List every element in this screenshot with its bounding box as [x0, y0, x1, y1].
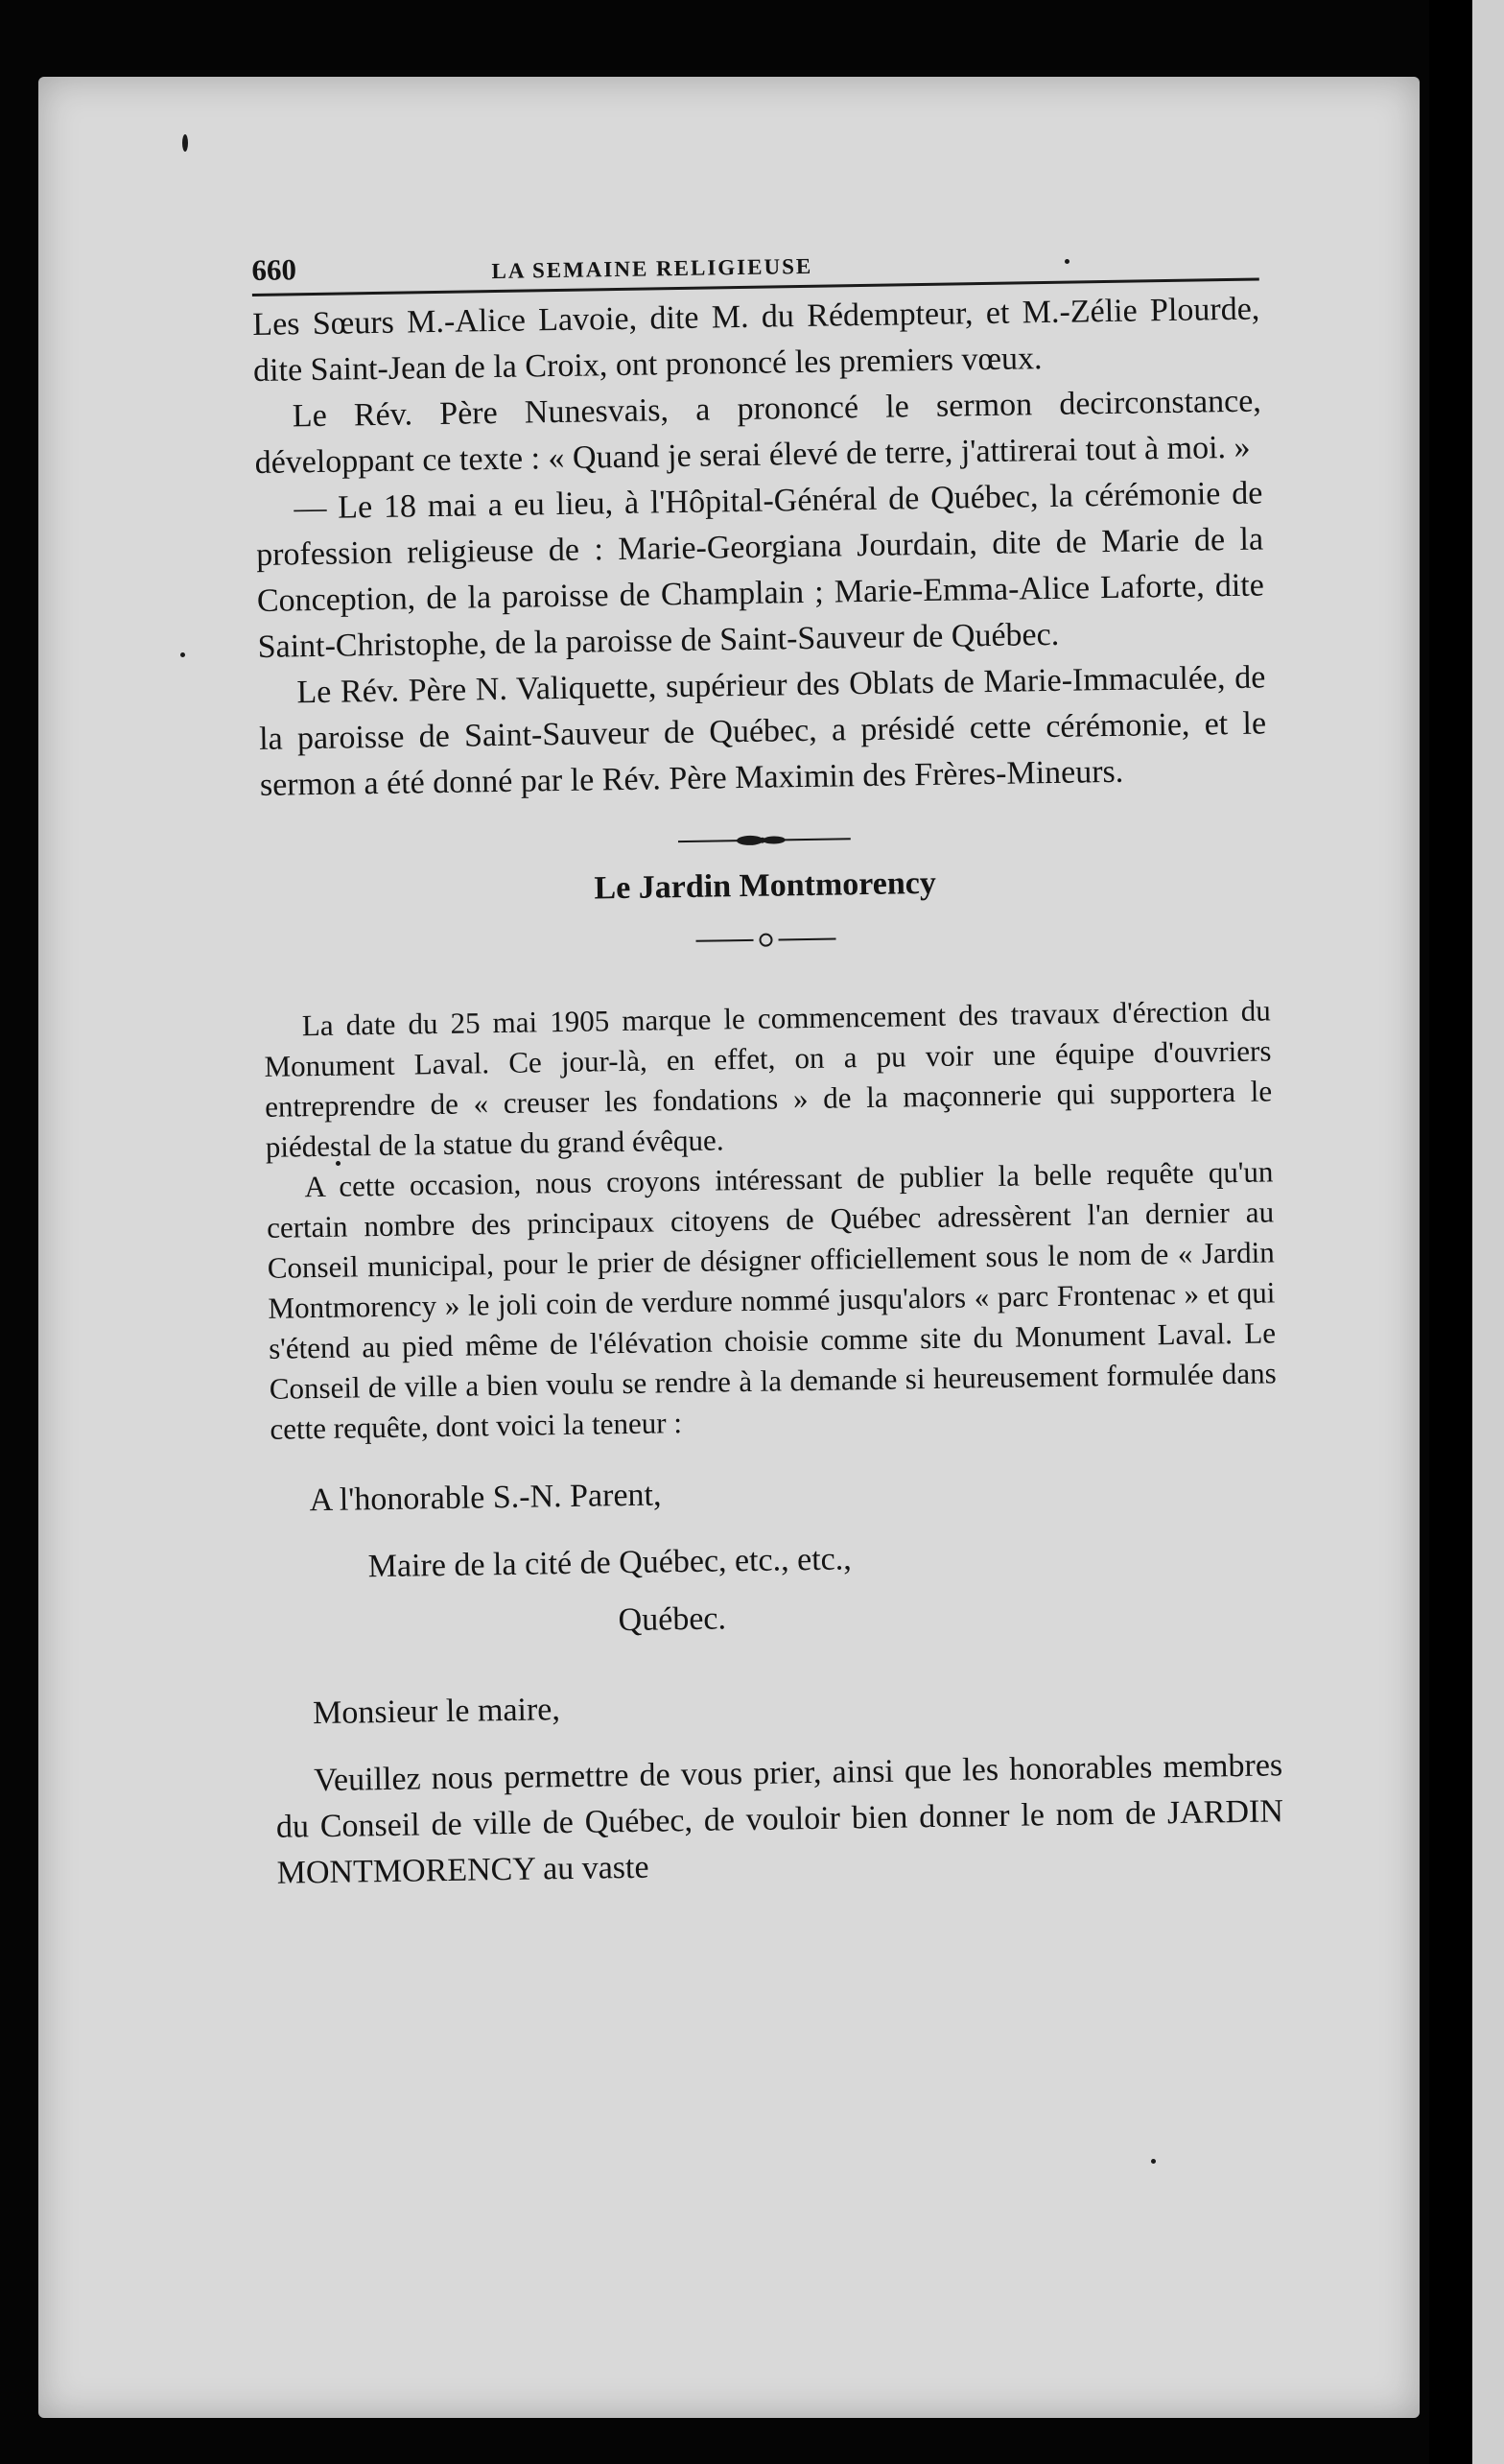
- page-number: 660: [251, 252, 297, 287]
- film-edge-dark: [1429, 0, 1472, 2464]
- paragraph: — Le 18 mai a eu lieu, à l'Hôpital-Général de Québec, la cérémonie de profession religieuse de : Marie-Georgiana Jourdain, dite de Marie de la Conception, de la paroisse de Champlain ; Marie-Emma-Alice Laforte, dite Saint-Christophe, de la paroisse de Saint-Sauveur de Québec.: [255, 475, 1265, 665]
- letter-address-line: Québec.: [618, 1600, 727, 1639]
- scan-artifact: [180, 652, 185, 657]
- paragraph: Le Rév. Père N. Valiquette, supérieur des Oblats de Marie-Immaculée, de la paroisse de Saint-Sauveur de Québec, a présidé cette cérémonie, et le sermon a été donné par le Rév. Père Maximin des Frères-Mineurs.: [258, 659, 1267, 803]
- letter-body: Veuillez nous permettre de vous prier, ainsi que les honorables membres du Conseil de ville de Québec, de vouloir bien donner le nom de JARDIN MONTMORENCY au vaste: [275, 1747, 1284, 1891]
- page-content: [251, 225, 1284, 1897]
- divider-line: [696, 939, 754, 942]
- paragraph: La date du 25 mai 1905 marque le commencement des travaux d'érection du Monument Laval. Ce jour-là, en effet, on a pu voir une équipe d'ouvriers entreprendre de « creuser les fondations » de la maçonnerie qui supportera le piédestal de la statue du grand évêque.: [264, 993, 1273, 1164]
- divider-circle-icon: [759, 934, 772, 947]
- paragraph: A cette occasion, nous croyons intéressant de publier la belle requête qu'un certain nombre des principaux citoyens de Québec adressèrent l'an dernier au Conseil municipal, pour le prier de désigner officiellement sous le nom de « Jardin Montmorency » le joli coin de verdure nommé jusqu'alors « parc Frontenac » et qui s'étend au pied même de l'élévation choisie comme site du Monument Laval. Le Conseil de ville a bien voulu se rendre à la demande si heureusement formulée dans cette requête, dont voici la teneur :: [266, 1154, 1277, 1446]
- ornament-divider: [678, 832, 851, 848]
- section-title: Le Jardin Montmorency: [594, 865, 937, 907]
- paragraph: Les Sœurs M.-Alice Lavoie, dite M. du Rédempteur, et M.-Zélie Plourde, dite Saint-Jean de la Croix, ont prononcé les premiers vœux.: [252, 291, 1260, 389]
- paragraph: Le Rév. Père Nunesvais, a prononcé le sermon decirconstance, développant ce texte : « Quand je serai élevé de terre, j'attirerai tout à moi. »: [254, 383, 1262, 481]
- scan-artifact: [1151, 2159, 1156, 2164]
- adjacent-page-edge: [1472, 0, 1504, 2464]
- small-divider: [689, 932, 842, 948]
- scan-artifact: [182, 134, 188, 152]
- ornament-icon: [678, 832, 851, 848]
- letter-address-line: A l'honorable S.-N. Parent,: [309, 1477, 662, 1519]
- journal-title: LA SEMAINE RELIGIEUSE: [491, 253, 813, 284]
- letter-address-line: Maire de la cité de Québec, etc., etc.,: [367, 1541, 853, 1585]
- section-body: [264, 990, 1278, 1449]
- divider-line: [779, 938, 836, 941]
- letter-salutation: Monsieur le maire,: [312, 1692, 561, 1732]
